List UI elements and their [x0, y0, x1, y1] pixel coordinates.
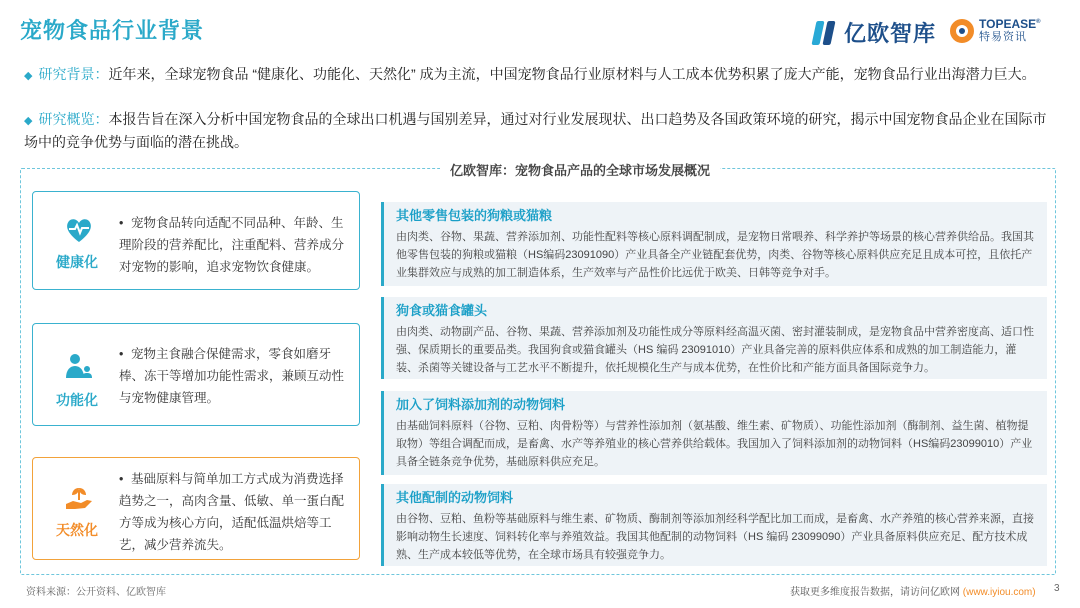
- yiou-logo-text: 亿欧智库: [844, 21, 937, 46]
- heart-pulse-icon: [63, 214, 95, 246]
- product-card-title: 加入了饲料添加剂的动物饲料: [396, 397, 566, 412]
- page-title: 宠物食品行业背景: [20, 18, 205, 43]
- topease-logo-en: TOPEASE: [979, 17, 1037, 31]
- category-description: • 基础原料与简单加工方式成为消费选择趋势之一，高肉含量、低敏、单一蛋白配方等成为核心方向，适配低温烘焙等工艺，减少营养流失。: [119, 472, 345, 552]
- category-card-function: [32, 323, 360, 426]
- footer-more: [790, 583, 1036, 598]
- registered-mark: ®: [1036, 19, 1041, 25]
- intro-text: 本报告旨在深入分析中国宠物食品的全球出口机遇与国别差异，通过对行业发展现状、出口趋势及各国政策环境的研究，揭示中国宠物食品企业在国际市场中的竞争优势与面临的潜在挑战。: [24, 111, 1047, 150]
- topease-logo: [950, 18, 1041, 43]
- product-card: [381, 202, 1047, 286]
- footer-url-link[interactable]: (www.iyiou.com): [962, 587, 1036, 598]
- category-text: 宠物食品转向适配不同品种、年龄、生理阶段的营养配比，注重配料、营养成分对宠物的影响，追求宠物饮食健康。: [119, 216, 345, 274]
- page-number: 3: [1054, 583, 1060, 594]
- category-description: • 宠物食品转向适配不同品种、年龄、生理阶段的营养配比，注重配料、营养成分对宠物的影响，追求宠物饮食健康。: [119, 216, 345, 274]
- product-card-text: 由肉类、谷物、果蔬、营养添加剂、功能性配料等核心原料调配制成，是宠物日常喂养、科学养护等场景的核心营养供给品。我国其他零售包装的狗粮或猫粮（HS编码23091090）产业具备全产业链配套优势，肉类、谷物等核心原料供应充足且成本可控，且依托产业集群效应与成熟的加工制造体系，生产效率与产品性价比远优于欧美、日韩等竞争对手。: [396, 231, 1034, 279]
- category-label: 功能化: [56, 392, 98, 408]
- product-card: [381, 484, 1047, 566]
- frame-title: 亿欧智库：宠物食品产品的全球市场发展概况: [440, 160, 720, 179]
- category-text: 基础原料与简单加工方式成为消费选择趋势之一，高肉含量、低敏、单一蛋白配方等成为核心方向，适配低温烘焙等工艺，减少营养流失。: [119, 472, 345, 552]
- product-card-text: 由肉类、动物副产品、谷物、果蔬、营养添加剂及功能性成分等原料经高温灭菌、密封灌装制成，是宠物食品中营养密度高、适口性强、保质期长的重要品类。我国狗食或猫食罐头（HS 编码 23091010）产业具备完善的原料供应体系和成熟的加工制造能力，灌装、杀菌等关键设备与工艺水平不断提升，依托规模化生产与成本优势，在性价比和产能方面具备国际竞争力。: [396, 326, 1034, 374]
- yiou-logo-mark-icon: [814, 19, 840, 47]
- hand-plant-icon: [63, 482, 95, 514]
- product-card-title: 其他配制的动物饲料: [396, 490, 514, 505]
- category-text: 宠物主食融合保健需求，零食如磨牙棒、冻干等增加功能性需求，兼顾互动性与宠物健康管理。: [119, 347, 345, 405]
- yiou-logo: [814, 17, 936, 48]
- intro-label: 研究概览：: [38, 111, 109, 127]
- intro-text: 近年来，全球宠物食品 “健康化、功能化、天然化” 成为主流，中国宠物食品行业原材料与人工成本优势积累了庞大产能，宠物食品行业出海潜力巨大。: [108, 66, 1036, 82]
- diamond-bullet-icon: ◆: [24, 70, 33, 82]
- category-card-natural: [32, 457, 360, 560]
- category-card-health: [32, 191, 360, 290]
- product-card: [381, 391, 1047, 475]
- product-card-title: 其他零售包装的狗粮或猫粮: [396, 208, 553, 223]
- category-label: 健康化: [56, 254, 98, 270]
- diamond-bullet-icon: ◆: [24, 115, 33, 127]
- source-note: 资料来源：公开资料、亿欧智库: [26, 587, 166, 598]
- topease-logo-cn: 特易资讯: [979, 31, 1027, 43]
- intro-label: 研究背景：: [38, 66, 109, 82]
- topease-ring-icon: [950, 19, 974, 43]
- category-description: • 宠物主食融合保健需求，零食如磨牙棒、冻干等增加功能性需求，兼顾互动性与宠物健康管理。: [119, 347, 345, 405]
- product-card-text: 由基础饲料原料（谷物、豆粕、肉骨粉等）与营养性添加剂（氨基酸、维生素、矿物质）、功能性添加剂（酶制剂、益生菌、植物提取物）等组合调配而成，是畜禽、水产等养殖业的核心营养供给载体。我国加入了饲料添加剂的动物饲料（HS编码23099010）产业具备全链条竞争优势，基础原料供应充足。: [396, 420, 1033, 468]
- intro-background: [24, 64, 1058, 87]
- product-card-title: 狗食或猫食罐头: [396, 303, 488, 318]
- intro-overview: [24, 109, 1058, 153]
- product-card: [381, 297, 1047, 379]
- pet-owner-icon: [63, 350, 95, 382]
- product-card-text: 由谷物、豆粕、鱼粉等基础原料与维生素、矿物质、酶制剂等添加剂经科学配比加工而成，是畜禽、水产养殖的核心营养来源，直接影响动物生长速度、饲料转化率与养殖效益。我国其他配制的动物饲料（HS 编码 23099090）产业具备原料供应充足、配方技术成熟、生产成本较低等优势，在全球市场具有较强竞争力。: [396, 513, 1034, 561]
- footer-more-text: 获取更多维度报告数据，请访问亿欧网: [790, 587, 960, 598]
- category-label: 天然化: [56, 522, 98, 538]
